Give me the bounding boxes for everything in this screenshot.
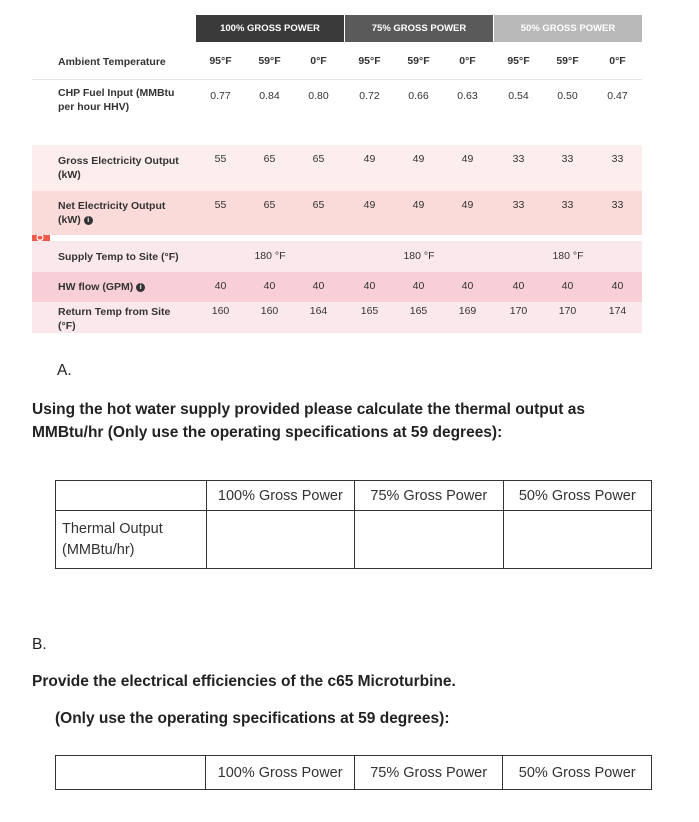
temp-header: 95°F [358,55,381,67]
cell-value: 65 [312,199,325,211]
section-a-letter: A. [57,362,72,379]
col-header-50: 50% Gross Power [503,756,652,790]
cell-value: 40 [461,280,474,292]
table-row-gross-electricity-output [32,145,642,191]
cell-value: 40 [561,280,574,292]
cell-value: 160 [260,305,279,317]
cell-value: 164 [309,305,328,317]
section-a-question: Using the hot water supply provided please calculate the thermal output as MMBtu/hr (Only use the operating specifications at 59 degrees): [32,401,585,441]
cell-value: 65 [263,153,276,165]
temp-header: 95°F [209,55,232,67]
section-b-letter: B. [32,636,47,653]
col-header-50: 50% Gross Power [503,481,651,511]
cell-value: 33 [561,199,574,211]
cell-value: 0.54 [508,90,529,102]
table-row-hw-flow [32,272,642,302]
info-icon[interactable]: i [136,283,145,292]
cell-value: 0.50 [557,90,578,102]
electrical-efficiency-table [55,755,652,790]
cell-value: 65 [312,153,325,165]
cell-value: 180 °F [254,250,286,262]
cell-value: 170 [558,305,577,317]
row-label: Return Temp from Site (°F) [58,306,171,332]
row-label: CHP Fuel Input (MMBtu per hour HHV) [58,87,175,113]
cell-value: 49 [412,153,425,165]
thermal-output-50-cell[interactable] [503,511,651,569]
cell-value: 0.66 [408,90,429,102]
cell-value: 165 [409,305,428,317]
cell-value: 33 [611,199,624,211]
cell-value: 33 [611,153,624,165]
cell-value: 40 [512,280,525,292]
cell-value: 65 [263,199,276,211]
temp-header: 59°F [258,55,281,67]
temp-header: 0°F [609,55,626,67]
cell-value: 0.47 [607,90,628,102]
cell-value: 40 [312,280,325,292]
cell-value: 40 [214,280,227,292]
section-b-question: Provide the electrical efficiencies of the c65 Microturbine. [32,673,456,690]
cell-value: 55 [214,199,227,211]
header-50-gross-power: 50% GROSS POWER [494,15,642,42]
cell-value: 49 [412,199,425,211]
row-label: Ambient Temperature [58,56,166,68]
cell-value: 40 [611,280,624,292]
section-b-note: (Only use the operating specifications at 59 degrees): [55,710,450,727]
cell-value: 0.84 [259,90,280,102]
temp-header: 0°F [459,55,476,67]
col-header-100: 100% Gross Power [206,481,354,511]
cell-value: 169 [458,305,477,317]
info-icon[interactable]: i [84,216,93,225]
cell-value: 33 [512,153,525,165]
cell-value: 0.77 [210,90,231,102]
cell-value: 165 [360,305,379,317]
col-header-75: 75% Gross Power [354,756,503,790]
cell-value: 55 [214,153,227,165]
row-label: Supply Temp to Site (°F) [58,251,179,263]
cell-value: 0.63 [457,90,478,102]
cell-value: 170 [509,305,528,317]
cell-value: 49 [461,153,474,165]
table-row-supply-temp [32,241,642,272]
col-header-75: 75% Gross Power [355,481,503,511]
cell-value: 33 [512,199,525,211]
table-row-return-temp [32,302,642,333]
cell-value: 33 [561,153,574,165]
row-label-text: HW flow (GPM) [58,281,134,293]
row-label: Gross Electricity Output (kW) [58,155,179,181]
cell-value: 49 [461,199,474,211]
cell-value: 0.80 [308,90,329,102]
table-row-ambient-temperature [32,42,642,78]
table-row-chp-fuel-input [32,80,642,134]
temp-header: 59°F [556,55,579,67]
cell-value: 174 [608,305,627,317]
empty-header-cell [56,756,206,790]
col-header-100: 100% Gross Power [206,756,355,790]
cell-value: 40 [263,280,276,292]
cell-value: 160 [211,305,230,317]
row-label [58,199,188,227]
thermal-output-100-cell[interactable] [206,511,354,569]
cell-value: 49 [363,153,376,165]
cell-value: 40 [412,280,425,292]
cell-value: 180 °F [403,250,435,262]
thermal-output-label: Thermal Output (MMBtu/hr) [56,511,207,569]
row-label-text: Net Electricity Output (kW) [58,200,166,226]
header-75-gross-power: 75% GROSS POWER [345,15,493,42]
temp-header: 95°F [507,55,530,67]
temp-header: 0°F [310,55,327,67]
thermal-output-75-cell[interactable] [355,511,503,569]
thermal-output-table [55,480,652,569]
temp-header: 59°F [407,55,430,67]
table-row-net-electricity-output [32,191,642,235]
header-100-gross-power: 100% GROSS POWER [196,15,344,42]
row-label [58,280,145,294]
cell-value: 40 [363,280,376,292]
cell-value: 0.72 [359,90,380,102]
cell-value: 180 °F [552,250,584,262]
cell-value: 49 [363,199,376,211]
empty-header-cell [56,481,207,511]
